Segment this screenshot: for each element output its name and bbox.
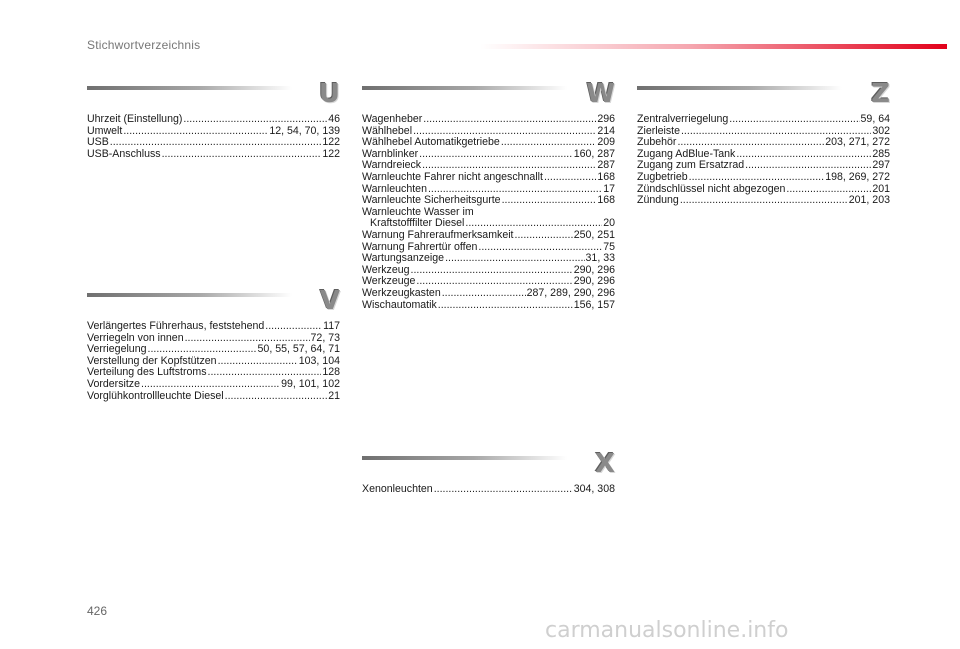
dot-leader (423, 114, 596, 126)
section-rule (87, 86, 292, 90)
entry-page-numbers: 99, 101, 102 (281, 377, 340, 390)
header-accent-bar (480, 44, 947, 49)
entry-label: Umwelt (87, 124, 123, 137)
entries-list-v (87, 321, 340, 402)
entry-page-numbers: 201, 203 (848, 194, 890, 207)
entry-page-numbers: 287, 289, 290, 296 (526, 286, 615, 299)
section-letter-w: W (586, 79, 615, 109)
entry-label: Werkzeuge (362, 275, 416, 288)
entry-page-numbers: 72, 73 (310, 331, 340, 344)
entry-label: Wählhebel Automatikgetriebe (362, 136, 500, 149)
index-section-w (362, 79, 615, 311)
entry-page-numbers: 103, 104 (298, 354, 340, 367)
entries-list-z (637, 114, 890, 207)
entry-label: Vorglühkontrollleuchte Diesel (87, 389, 224, 402)
index-entry (362, 484, 615, 496)
entries-list-w (362, 114, 615, 311)
dot-leader (438, 300, 573, 312)
entry-label: Kraftstofffilter Diesel (370, 217, 465, 230)
entry-page-numbers: 304, 308 (573, 483, 615, 495)
entry-label: Werkzeugkasten (362, 286, 441, 299)
entry-label: Warnung Fahrertür offen (362, 240, 478, 253)
index-entry (362, 288, 615, 300)
section-letter-z: Z (871, 79, 890, 109)
section-rule (637, 86, 842, 90)
entry-label: Warnleuchte Wasser im (362, 205, 474, 218)
section-letter-x: X (594, 449, 615, 479)
entry-label: Verlängertes Führerhaus, feststehend (87, 320, 265, 332)
entry-label: Verstellung der Kopfstützen (87, 354, 217, 367)
entry-label: Verriegelung (87, 343, 147, 356)
dot-leader (141, 379, 280, 391)
entry-label: Wischautomatik (362, 298, 437, 311)
entry-page-numbers: 17 (603, 182, 615, 195)
entry-page-numbers: 168 (597, 170, 615, 183)
entry-page-numbers: 302 (872, 124, 890, 137)
entry-label: Zentralverriegelung (637, 113, 729, 125)
index-entry (362, 172, 615, 184)
dot-leader (445, 253, 584, 265)
entry-page-numbers: 297 (872, 159, 890, 172)
entry-label: Warnleuchten (362, 182, 427, 195)
index-entry (87, 379, 340, 391)
entry-label: Werkzeug (362, 263, 410, 276)
entry-page-numbers: 122 (322, 136, 340, 149)
entries-list-x (362, 484, 615, 496)
dot-leader (123, 126, 268, 138)
entry-label: Xenonleuchten (362, 483, 433, 495)
entry-page-numbers: 59, 64 (860, 113, 890, 125)
section-rule (362, 456, 567, 460)
entry-page-numbers: 290, 296 (573, 263, 615, 276)
dot-leader (162, 149, 322, 161)
dot-leader (729, 114, 859, 126)
entries-list-u (87, 114, 340, 160)
entry-label: Verteilung des Luftstroms (87, 366, 207, 379)
index-entry (87, 321, 340, 333)
index-entry (637, 172, 890, 184)
entry-page-numbers: 75 (603, 240, 615, 253)
dot-leader (419, 149, 573, 161)
entry-label: Warnleuchte Sicherheitsgurte (362, 194, 501, 207)
section-letter-u: U (318, 79, 340, 109)
entry-page-numbers: 287 (597, 159, 615, 172)
entry-page-numbers: 21 (328, 389, 340, 402)
entry-page-numbers: 201 (872, 182, 890, 195)
entry-page-numbers: 46 (328, 113, 340, 125)
entry-label: Warnleuchte Fahrer nicht angeschnallt (362, 170, 543, 183)
dot-leader (218, 356, 298, 368)
entry-page-numbers: 160, 287 (573, 147, 615, 160)
entry-page-numbers: 156, 157 (573, 298, 615, 311)
entry-page-numbers: 290, 296 (573, 275, 615, 288)
entry-page-numbers: 209 (597, 136, 615, 149)
entry-label: Zugang AdBlue-Tank (637, 147, 736, 160)
dot-leader (736, 149, 871, 161)
entry-label: Wartungsanzeige (362, 252, 445, 265)
section-header-v (87, 286, 340, 321)
page-header-title: Stichwortverzeichnis (87, 38, 201, 52)
dot-leader (183, 114, 327, 126)
entry-label: Zugbetrieb (637, 170, 688, 183)
section-header-w (362, 79, 615, 114)
entry-label: Uhrzeit (Einstellung) (87, 113, 183, 125)
section-rule (87, 293, 292, 297)
page-number: 426 (87, 604, 108, 618)
dot-leader (680, 195, 848, 207)
watermark-text: carmanualsonline.info (545, 618, 789, 643)
entry-page-numbers: 20 (603, 217, 615, 230)
entry-page-numbers: 12, 54, 70, 139 (269, 124, 340, 137)
entry-page-numbers: 128 (322, 366, 340, 379)
dot-leader (265, 321, 322, 333)
dot-leader (502, 195, 597, 207)
index-entry (637, 195, 890, 207)
entry-label: Wählhebel (362, 124, 413, 137)
dot-leader (515, 230, 573, 242)
entry-page-numbers: 122 (322, 147, 340, 160)
index-section-u (87, 79, 340, 160)
entry-page-numbers: 168 (597, 194, 615, 207)
dot-leader (434, 484, 573, 496)
dot-leader (544, 172, 596, 184)
entry-label: Vordersitze (87, 377, 140, 390)
dot-leader (478, 242, 602, 254)
entry-page-numbers: 296 (597, 113, 615, 125)
index-entry (87, 149, 340, 161)
index-section-v (87, 286, 340, 402)
section-header-x (362, 449, 615, 484)
entry-label: Warnung Fahreraufmerksamkeit (362, 228, 514, 241)
section-header-z (637, 79, 890, 114)
entry-label: Zugang zum Ersatzrad (637, 159, 745, 172)
index-entry (637, 114, 890, 126)
entry-label: Zündung (637, 194, 679, 207)
entry-label: USB-Anschluss (87, 147, 161, 160)
entry-label: Warndreieck (362, 159, 422, 172)
entry-page-numbers: 250, 251 (573, 228, 615, 241)
section-rule (362, 86, 567, 90)
entry-page-numbers: 214 (597, 124, 615, 137)
index-section-z (637, 79, 890, 207)
section-header-u (87, 79, 340, 114)
index-entry (362, 300, 615, 312)
entry-page-numbers: 117 (323, 320, 340, 332)
entry-label: Wagenheber (362, 113, 423, 125)
index-entry (362, 230, 615, 242)
index-entry (362, 114, 615, 126)
index-section-x (362, 449, 615, 496)
index-entry (87, 114, 340, 126)
index-entry (362, 253, 615, 265)
entry-page-numbers: 50, 55, 57, 64, 71 (257, 343, 340, 356)
entry-label: Zierleiste (637, 124, 680, 137)
entry-label: USB (87, 136, 109, 149)
dot-leader (689, 172, 825, 184)
entry-page-numbers: 285 (872, 147, 890, 160)
dot-leader (411, 265, 573, 277)
section-letter-v: V (319, 286, 340, 316)
index-entry (87, 126, 340, 138)
entry-label: Warnblinker (362, 147, 419, 160)
dot-leader (225, 391, 328, 403)
entry-label: Zubehör (637, 136, 677, 149)
entry-page-numbers: 198, 269, 272 (825, 170, 890, 183)
index-entry (87, 391, 340, 403)
entry-page-numbers: 31, 33 (585, 252, 615, 265)
entry-page-numbers: 203, 271, 272 (825, 136, 890, 149)
entry-label: Zündschlüssel nicht abgezogen (637, 182, 786, 195)
dot-leader (442, 288, 526, 300)
entry-label: Verriegeln von innen (87, 331, 184, 344)
